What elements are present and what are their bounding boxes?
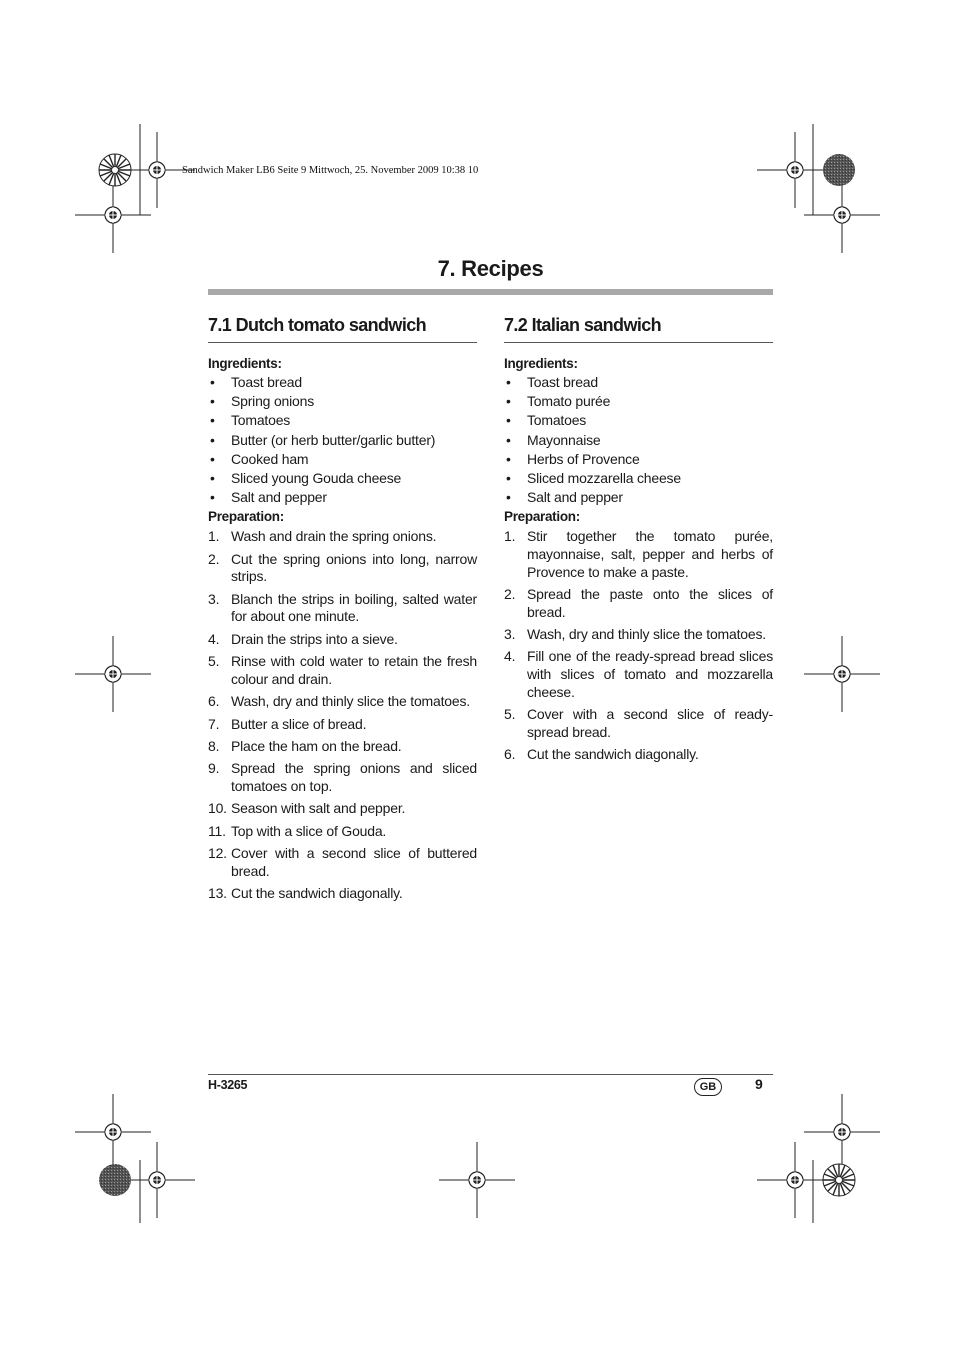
step-text: Blanch the strips in boiling, salted water for about one minute. [231,590,477,625]
starburst-icon [823,1164,855,1196]
list-item [504,706,773,741]
list-item [208,845,477,880]
print-info: Sandwich Maker LB6 Seite 9 Mittwoch, 25. November 2009 10:38 10 [182,165,479,176]
section-heading: 7.2 Italian sandwich [504,314,773,343]
step-text: Spread the paste onto the slices of bread. [527,586,773,620]
step-number: 3. [208,590,220,607]
step-text: Top with a slice of Gouda. [231,822,387,839]
step-number: 7. [208,715,220,732]
step-text: Season with salt and pepper. [231,800,406,817]
list-item [208,551,477,586]
step-text: Cover with a second slice of buttered bread. [231,845,477,879]
list-item: • Tomatoes [208,411,477,430]
grain-circle-icon [823,154,855,186]
list-item [208,631,477,649]
recipe-italian-sandwich [504,314,773,768]
step-text: Spread the spring onions and sliced tomatoes on top. [231,760,477,794]
page-title: 7. Recipes [437,256,544,281]
list-item [504,648,773,701]
grain-circle-icon [99,1164,131,1196]
list-item: • Butter (or herb butter/garlic butter) [208,431,477,450]
step-text: Wash, dry and thinly slice the tomatoes. [527,625,766,642]
list-item [504,528,773,581]
step-text: Wash and drain the spring onions. [231,528,437,545]
step-number: 1. [504,528,516,545]
section-heading: 7.1 Dutch tomato sandwich [208,314,477,343]
step-text: Butter a slice of bread. [231,715,367,732]
list-item [208,800,477,818]
list-item: • Sliced mozzarella cheese [504,469,773,488]
preparation-steps [208,528,477,902]
step-number: 6. [208,693,220,710]
registration-cross-icon [757,1142,833,1218]
registration-cross-icon [804,636,880,712]
list-item: • Cooked ham [208,450,477,469]
list-item [504,626,773,644]
step-text: Fill one of the ready-spread bread slices with slices of tomato and mozzarella cheese. [527,648,773,700]
list-item [208,716,477,734]
list-item: • Mayonnaise [504,431,773,450]
list-item: • Toast bread [208,373,477,392]
preparation-steps [504,528,773,763]
list-item [208,591,477,626]
step-number: 4. [208,630,220,647]
registration-cross-icon [75,636,151,712]
step-text: Drain the strips into a sieve. [231,630,398,647]
step-number: 5. [208,653,220,670]
starburst-icon [99,154,131,186]
step-text: Wash, dry and thinly slice the tomatoes. [231,693,470,710]
list-item: • Herbs of Provence [504,450,773,469]
list-item: • Tomato purée [504,392,773,411]
list-item: • Spring onions [208,392,477,411]
registration-cross-icon [804,1094,880,1170]
list-item [208,693,477,711]
language-badge: GB [694,1078,722,1096]
list-item [208,653,477,688]
step-number: 11. [208,822,226,839]
list-item [504,746,773,764]
step-text: Place the ham on the bread. [231,737,402,754]
step-number: 12. [208,845,227,862]
step-text: Cut the sandwich diagonally. [231,885,403,902]
step-number: 6. [504,745,516,762]
step-number: 3. [504,625,516,642]
list-item [208,760,477,795]
footer-rule [208,1074,773,1075]
step-number: 5. [504,705,516,722]
step-number: 2. [504,586,516,602]
step-text: Stir together the tomato purée, mayonnaise, salt, pepper and herbs of Provence to make a paste. [527,528,773,580]
list-item: • Toast bread [504,373,773,392]
step-number: 9. [208,760,220,777]
list-item [208,528,477,546]
step-text: Cover with a second slice of ready-spread bread. [527,705,773,740]
step-number: 10. [208,800,227,817]
page-number: 9 [755,1076,763,1092]
step-number: 1. [208,528,220,545]
step-text: Rinse with cold water to retain the fresh colour and drain. [231,653,477,687]
list-item [504,586,773,621]
preparation-label: Preparation: [504,509,580,525]
list-item: • Tomatoes [504,411,773,430]
step-text: Cut the sandwich diagonally. [527,745,699,762]
ingredients-list [208,373,477,507]
registration-cross-icon [75,1094,151,1170]
ingredients-list [504,373,773,507]
registration-cross-icon [757,132,833,208]
ingredients-label: Ingredients: [504,356,578,371]
title-rule [208,289,773,295]
step-number: 13. [208,885,227,902]
step-text: Cut the spring onions into long, narrow strips. [231,550,477,585]
list-item: • Salt and pepper [504,488,773,507]
model-number: H-3265 [208,1078,248,1092]
step-number: 4. [504,648,516,665]
step-number: 2. [208,550,220,567]
list-item: • Salt and pepper [208,488,477,507]
step-number: 8. [208,737,220,754]
registration-cross-icon [439,1142,515,1218]
recipe-dutch-tomato-sandwich [208,314,477,907]
list-item [208,885,477,903]
preparation-label: Preparation: [208,509,284,525]
list-item [208,823,477,841]
list-item [208,738,477,756]
ingredients-label: Ingredients: [208,356,282,371]
registration-cross-icon [804,177,880,253]
list-item: • Sliced young Gouda cheese [208,469,477,488]
